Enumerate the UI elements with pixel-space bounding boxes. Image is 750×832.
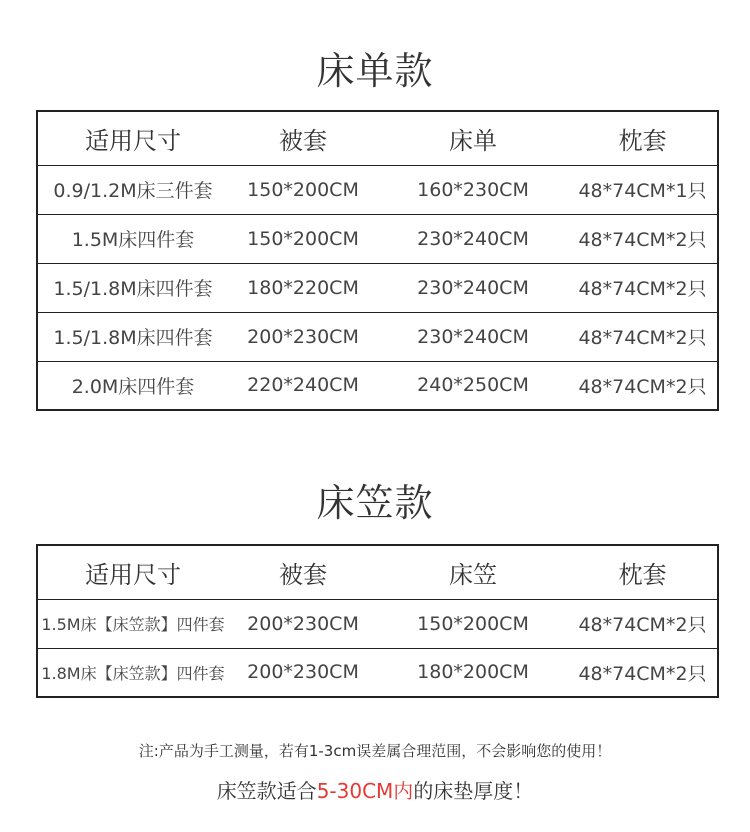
cell-size: 1.5/1.8M床四件套 xyxy=(37,263,228,312)
cell-sheet: 160*230CM xyxy=(378,165,568,214)
cell-size: 1.5M床四件套 xyxy=(37,214,228,263)
note-prefix: 床笠款适合 xyxy=(216,779,317,803)
table-row xyxy=(37,361,718,410)
cell-duvet-cover: 150*200CM xyxy=(228,214,378,263)
table-row xyxy=(37,263,718,312)
header-duvet-cover: 被套 xyxy=(279,560,327,589)
measurement-note: 注:产品为手工测量，若有1-3cm误差属合理范围，不会影响您的使用！ xyxy=(138,742,612,760)
cell-pillowcase: 48*74CM*2只 xyxy=(568,312,718,361)
table-row xyxy=(37,214,718,263)
cell-pillowcase: 48*74CM*2只 xyxy=(568,599,718,648)
note-highlight: 5-30CM内 xyxy=(316,779,414,803)
table-row xyxy=(37,312,718,361)
table-row xyxy=(37,165,718,214)
table-row xyxy=(37,648,718,697)
section-title-fitted-sheet: 床笠款 xyxy=(316,481,434,525)
cell-size: 1.8M床【床笠款】四件套 xyxy=(37,648,228,697)
cell-duvet-cover: 200*230CM xyxy=(228,648,378,697)
cell-sheet: 230*240CM xyxy=(378,263,568,312)
cell-sheet: 180*200CM xyxy=(378,648,568,697)
cell-duvet-cover: 180*220CM xyxy=(228,263,378,312)
cell-duvet-cover: 200*230CM xyxy=(228,312,378,361)
cell-pillowcase: 48*74CM*2只 xyxy=(568,361,718,410)
cell-sheet: 150*200CM xyxy=(378,599,568,648)
section-title-flat-sheet: 床单款 xyxy=(316,49,434,93)
cell-pillowcase: 48*74CM*1只 xyxy=(568,165,718,214)
header-applicable-size: 适用尺寸 xyxy=(85,126,181,155)
mattress-thickness-note xyxy=(0,775,750,804)
cell-size: 1.5M床【床笠款】四件套 xyxy=(37,599,228,648)
table-header-row xyxy=(37,111,718,165)
cell-duvet-cover: 150*200CM xyxy=(228,165,378,214)
cell-duvet-cover: 220*240CM xyxy=(228,361,378,410)
cell-sheet: 230*240CM xyxy=(378,214,568,263)
cell-size: 0.9/1.2M床三件套 xyxy=(37,165,228,214)
cell-pillowcase: 48*74CM*2只 xyxy=(568,214,718,263)
cell-duvet-cover: 200*230CM xyxy=(228,599,378,648)
header-fitted-sheet: 床笠 xyxy=(449,560,497,589)
header-flat-sheet: 床单 xyxy=(449,126,497,155)
header-pillowcase: 枕套 xyxy=(618,560,667,589)
fitted-sheet-size-table xyxy=(36,544,719,698)
header-pillowcase: 枕套 xyxy=(618,126,667,155)
flat-sheet-size-table xyxy=(36,110,719,411)
cell-size: 1.5/1.8M床四件套 xyxy=(37,312,228,361)
cell-size: 2.0M床四件套 xyxy=(37,361,228,410)
note-suffix: 的床垫厚度！ xyxy=(413,779,534,803)
header-applicable-size: 适用尺寸 xyxy=(85,560,181,589)
cell-sheet: 230*240CM xyxy=(378,312,568,361)
header-duvet-cover: 被套 xyxy=(279,126,327,155)
cell-pillowcase: 48*74CM*2只 xyxy=(568,648,718,697)
table-header-row xyxy=(37,545,718,599)
cell-sheet: 240*250CM xyxy=(378,361,568,410)
table-row xyxy=(37,599,718,648)
cell-pillowcase: 48*74CM*2只 xyxy=(568,263,718,312)
